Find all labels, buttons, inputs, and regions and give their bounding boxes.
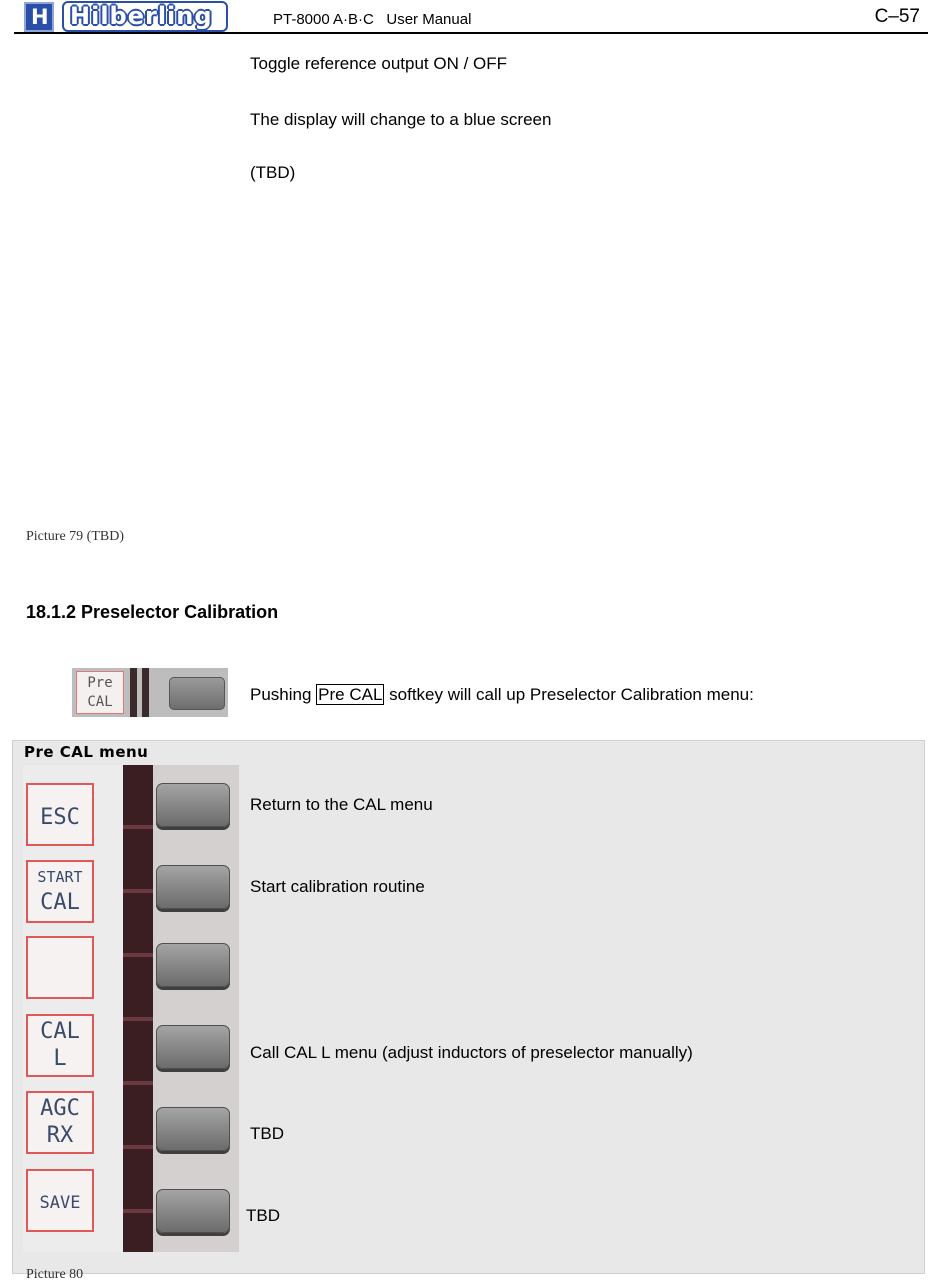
header-rule [14,32,928,34]
softkey-esc: ESC [26,783,94,846]
softkey-start-cal: START CAL [26,860,94,923]
hardware-key [156,783,230,827]
figure-caption: Picture 80 [26,1267,84,1282]
intro-line-toggle: Toggle reference output ON / OFF [250,54,508,73]
desc-start-cal: Start calibration routine [250,877,425,896]
hardware-key [156,1107,230,1151]
desc-save: TBD [246,1206,280,1225]
hardware-key [169,677,225,710]
hilberling-logo-wordmark: Hilberling [62,1,228,32]
key-column [153,765,239,1252]
precal-menu-title: Pre CAL menu [24,743,149,761]
desc-esc: Return to the CAL menu [250,795,433,814]
hilberling-logo-mark: H [24,2,54,32]
section-heading: 18.1.2 Preselector Calibration [26,602,279,622]
intro-line-tbd: (TBD) [250,163,296,182]
precal-softkey: Pre CAL [76,671,124,714]
softkey-screen [23,765,123,1252]
hardware-key [156,1189,230,1233]
display-bezel [123,765,153,1252]
softkey-blank [26,936,94,999]
hardware-key [156,1025,230,1069]
bezel-stripe [130,668,137,717]
bezel-stripe [142,668,149,717]
softkey-cal-l: CAL L [26,1014,94,1077]
page-number: C–57 [874,6,920,27]
softkey-save: SAVE [26,1169,94,1232]
precal-boxed-label: Pre CAL [318,685,383,704]
desc-agc-rx: TBD [250,1124,284,1143]
manual-title: PT-8000 A·B·C User Manual [273,11,472,28]
front-panel-photo [23,765,239,1252]
figure-caption: Picture 79 (TBD) [26,529,124,544]
softkey-agc-rx: AGC RX [26,1091,94,1154]
page-header [0,0,928,36]
hardware-key [156,865,230,909]
precal-instruction: Pushing Pre CAL softkey will call up Preselector Calibration menu: [250,685,754,704]
intro-line-display: The display will change to a blue screen [250,110,552,129]
desc-cal-l: Call CAL L menu (adjust inductors of preselector manually) [250,1043,693,1062]
hardware-key [156,943,230,987]
precal-key-photo [72,668,228,717]
